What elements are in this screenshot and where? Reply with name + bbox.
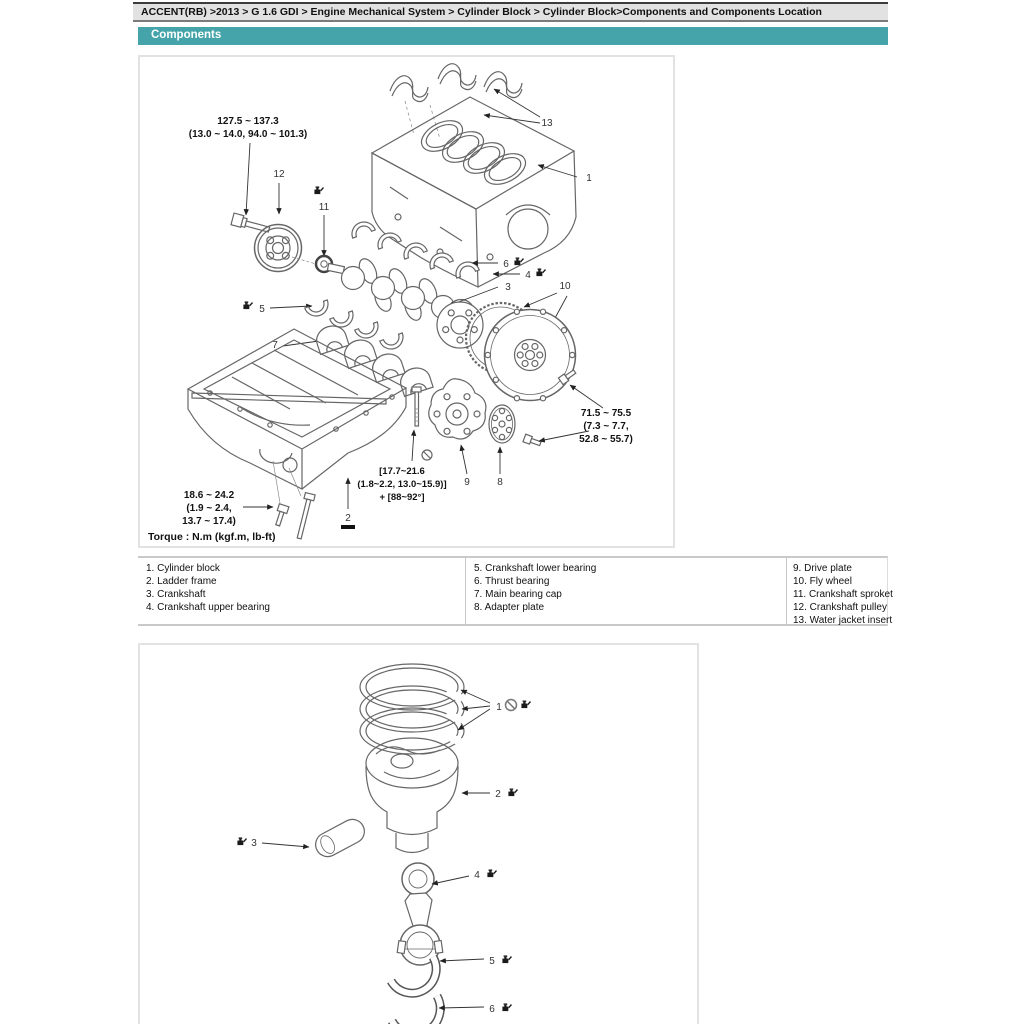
torque-maincap-line3: + [88~92°] — [379, 492, 425, 503]
callout-number-11: 11 — [318, 202, 330, 213]
section-title: Components — [151, 29, 222, 41]
section-header — [138, 27, 888, 45]
callout-number-6: 6 — [489, 1004, 495, 1015]
cylinder-block-exploded-diagram — [140, 57, 673, 546]
piston-diagram-panel — [138, 643, 699, 1024]
torque-ladder-line1: 18.6 ~ 24.2 — [183, 490, 235, 501]
part-item: 1. Cylinder block — [146, 563, 220, 574]
part-item: 6. Thrust bearing — [474, 576, 550, 587]
callout-number-13: 13 — [541, 118, 553, 129]
crank-end-disc-drawing — [437, 302, 483, 348]
conrod-lower-bearing-drawing — [392, 996, 440, 1024]
torque-pulley-line2: (13.0 ~ 14.0, 94.0 ~ 101.3) — [188, 129, 308, 140]
do-not-reuse-icon — [506, 700, 517, 711]
callout-number-1: 1 — [496, 702, 502, 713]
crankshaft-pulley-drawing — [255, 225, 317, 272]
callout-number-9: 9 — [464, 477, 470, 488]
torque-maincap-line1: [17.7~21.6 — [379, 466, 425, 477]
callout-number-2: 2 — [345, 513, 351, 524]
part-item: 12. Crankshaft pulley — [793, 602, 887, 613]
parts-column-3 — [786, 558, 893, 626]
callout-number-8: 8 — [497, 477, 503, 488]
connecting-rod-drawing — [397, 863, 443, 965]
parts-list-table — [138, 556, 893, 626]
callout-number-4: 4 — [474, 870, 480, 881]
callout-number-5: 5 — [259, 304, 265, 315]
callout-number-3: 3 — [251, 838, 257, 849]
piston-pin-drawing — [311, 815, 368, 861]
oil-can-icon — [243, 301, 253, 309]
torque-flywheel-line1: 71.5 ~ 75.5 — [580, 408, 632, 419]
callout-2-bar — [341, 525, 355, 529]
screw-drawing — [422, 450, 432, 460]
callout-number-4: 4 — [525, 270, 531, 281]
part-item: 8. Adapter plate — [474, 602, 545, 613]
callout-number-3: 3 — [505, 282, 511, 293]
part-item: 11. Crankshaft sproket — [793, 589, 893, 600]
ladder-frame-bolt-drawing — [273, 504, 289, 527]
oil-can-icon — [237, 837, 247, 845]
torque-ladder-line3: 13.7 ~ 17.4) — [182, 516, 236, 527]
part-item: 3. Crankshaft — [146, 589, 206, 600]
callout-number-6: 6 — [503, 259, 509, 270]
breadcrumb[interactable]: ACCENT(RB) >2013 > G 1.6 GDI > Engine Mechanical System > Cylinder Block > Cylinder Block>Components and Components Location — [133, 2, 888, 22]
oil-can-icon — [521, 700, 531, 708]
oil-can-icon — [487, 869, 497, 877]
torque-maincap-line2: (1.8~2.2, 13.0~15.9)] — [357, 479, 447, 490]
pulley-bolt-drawing — [231, 213, 271, 234]
part-item: 13. Water jacket insert — [793, 615, 893, 626]
callout-number-5: 5 — [489, 956, 495, 967]
oil-can-icon — [314, 186, 324, 194]
part-item: 10. Fly wheel — [793, 576, 852, 587]
ladder-frame-long-bolt-drawing — [294, 493, 315, 540]
part-item: 2. Ladder frame — [146, 576, 217, 587]
components-diagram-panel — [138, 55, 675, 548]
flywheel-drawing — [485, 309, 576, 401]
part-item: 7. Main bearing cap — [474, 589, 562, 600]
oil-can-icon — [508, 788, 518, 796]
part-item: 9. Drive plate — [793, 563, 852, 574]
callout-number-1: 1 — [586, 173, 592, 184]
callout-number-12: 12 — [273, 169, 285, 180]
adapter-plate-drawing — [429, 379, 486, 439]
part-item: 4. Crankshaft upper bearing — [146, 602, 270, 613]
torque-note: Torque : N.m (kgf.m, lb-ft) — [148, 531, 276, 543]
torque-flywheel-line3: 52.8 ~ 55.7) — [579, 434, 633, 445]
oil-can-icon — [502, 1003, 512, 1011]
parts-column-2 — [465, 558, 786, 624]
part-item: 5. Crankshaft lower bearing — [474, 563, 597, 574]
torque-pulley-line1: 127.5 ~ 137.3 — [217, 116, 279, 127]
torque-ladder-line2: (1.9 ~ 2.4, — [186, 503, 232, 514]
drive-plate-bolt-drawing — [523, 434, 542, 447]
piston-exploded-diagram — [140, 645, 697, 1024]
oil-can-icon — [536, 268, 546, 276]
callout-number-2: 2 — [495, 789, 501, 800]
parts-column-1 — [138, 558, 465, 624]
piston-rings-drawing — [360, 664, 464, 754]
callout-number-7: 7 — [272, 340, 278, 351]
piston-drawing — [366, 738, 458, 853]
water-jacket-inserts-drawing — [390, 64, 522, 139]
drive-plate-drawing — [489, 405, 515, 443]
callout-number-10: 10 — [559, 281, 571, 292]
oil-can-icon — [502, 955, 512, 963]
torque-flywheel-line2: (7.3 ~ 7.7, — [583, 421, 629, 432]
